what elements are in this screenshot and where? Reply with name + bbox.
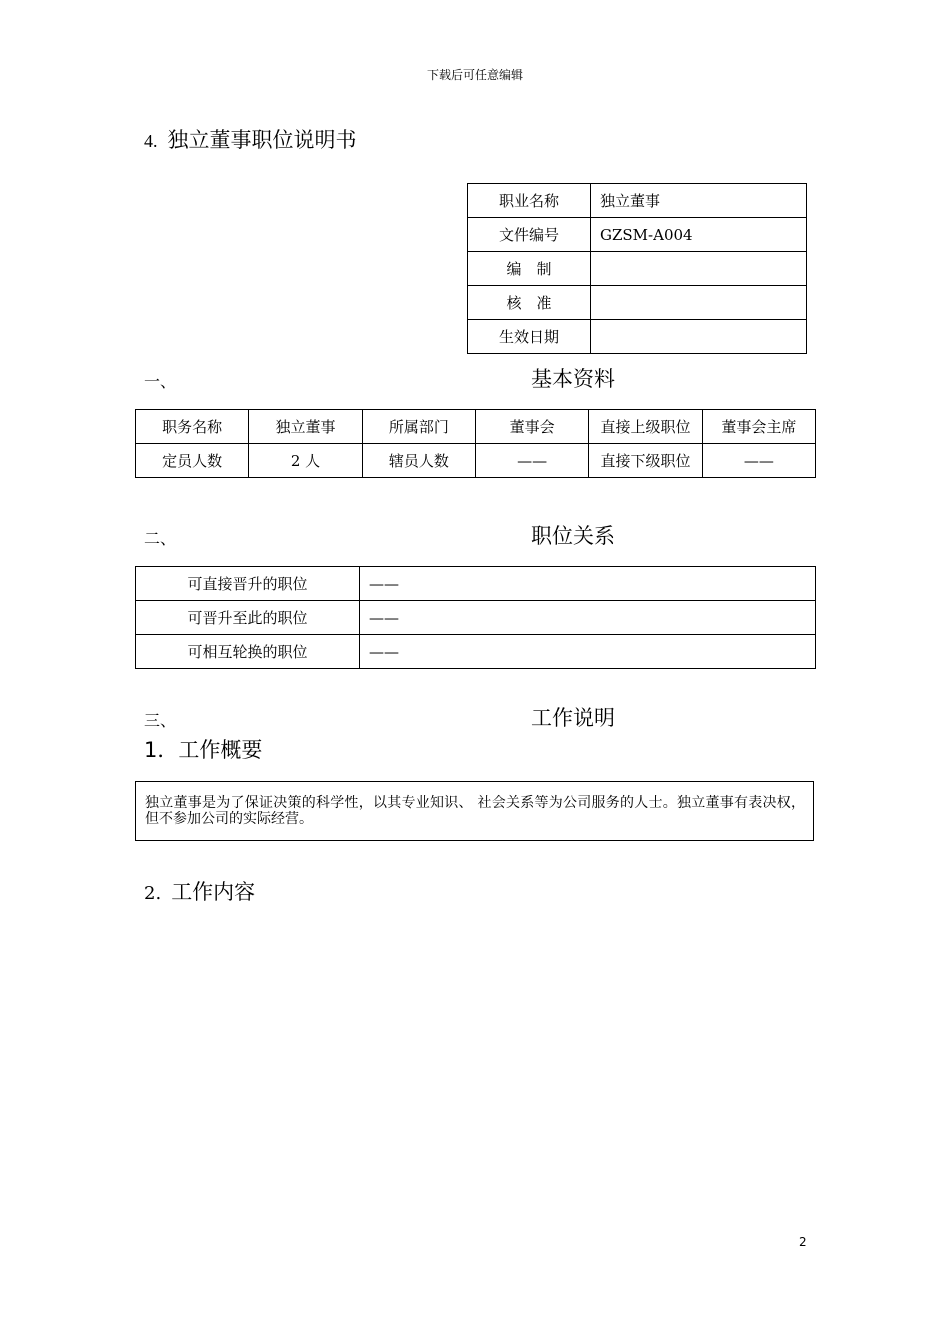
meta-row (468, 218, 807, 252)
work-content-number: 2. (144, 883, 162, 904)
table-row (136, 635, 816, 669)
meta-row (468, 320, 807, 354)
table-cell: 独立董事 (249, 410, 362, 444)
table-cell: 直接下级职位 (589, 444, 702, 478)
table-row (136, 444, 816, 478)
table-cell: —— (475, 444, 588, 478)
table-cell: 董事会主席 (702, 410, 815, 444)
work-overview-title: 1．工作概要 (144, 738, 263, 762)
meta-label: 核 准 (468, 286, 591, 320)
meta-value: GZSM-A004 (591, 218, 807, 252)
section-title-work: 工作说明 (531, 706, 615, 730)
section-title-relation: 职位关系 (531, 524, 615, 548)
basic-info-table (135, 409, 816, 478)
meta-value: 独立董事 (591, 184, 807, 218)
work-content-heading (144, 876, 255, 906)
table-row (136, 601, 816, 635)
document-title-text: 独立董事职位说明书 (167, 128, 357, 152)
meta-value (591, 286, 807, 320)
meta-label: 文件编号 (468, 218, 591, 252)
meta-value (591, 252, 807, 286)
section-number-relation: 二、 (144, 529, 177, 548)
table-cell: 所属部门 (362, 410, 475, 444)
table-cell: 直接上级职位 (589, 410, 702, 444)
table-cell: 职务名称 (136, 410, 249, 444)
meta-label: 生效日期 (468, 320, 591, 354)
work-overview-box (135, 781, 814, 841)
meta-row (468, 286, 807, 320)
page-number: 2 (799, 1235, 807, 1249)
relation-value: —— (360, 635, 816, 669)
work-overview-text: 独立董事是为了保证决策的科学性，以其专业知识、 社会关系等为公司服务的人士。独立董事有表决权，但不参加公司的实际经营。 (145, 795, 805, 827)
meta-label: 职业名称 (468, 184, 591, 218)
document-title (144, 124, 357, 154)
relation-table (135, 566, 816, 669)
relation-label: 可晋升至此的职位 (136, 601, 360, 635)
table-row (136, 567, 816, 601)
table-cell: 董事会 (475, 410, 588, 444)
table-cell: —— (702, 444, 815, 478)
table-cell: 2 人 (249, 444, 362, 478)
table-row (136, 410, 816, 444)
section-title-basic: 基本资料 (531, 367, 615, 391)
meta-label: 编 制 (468, 252, 591, 286)
meta-row (468, 184, 807, 218)
table-cell: 定员人数 (136, 444, 249, 478)
document-title-number: 4. (144, 131, 158, 151)
section-number-work: 三、 (144, 711, 177, 730)
meta-table (467, 183, 807, 354)
meta-value (591, 320, 807, 354)
relation-value: —— (360, 567, 816, 601)
page-header: 下载后可任意编辑 (426, 68, 523, 82)
relation-label: 可直接晋升的职位 (136, 567, 360, 601)
relation-value: —— (360, 601, 816, 635)
table-cell: 辖员人数 (362, 444, 475, 478)
meta-row (468, 252, 807, 286)
section-number-basic: 一、 (144, 372, 177, 391)
relation-label: 可相互轮换的职位 (136, 635, 360, 669)
work-content-title: 工作内容 (171, 880, 256, 904)
